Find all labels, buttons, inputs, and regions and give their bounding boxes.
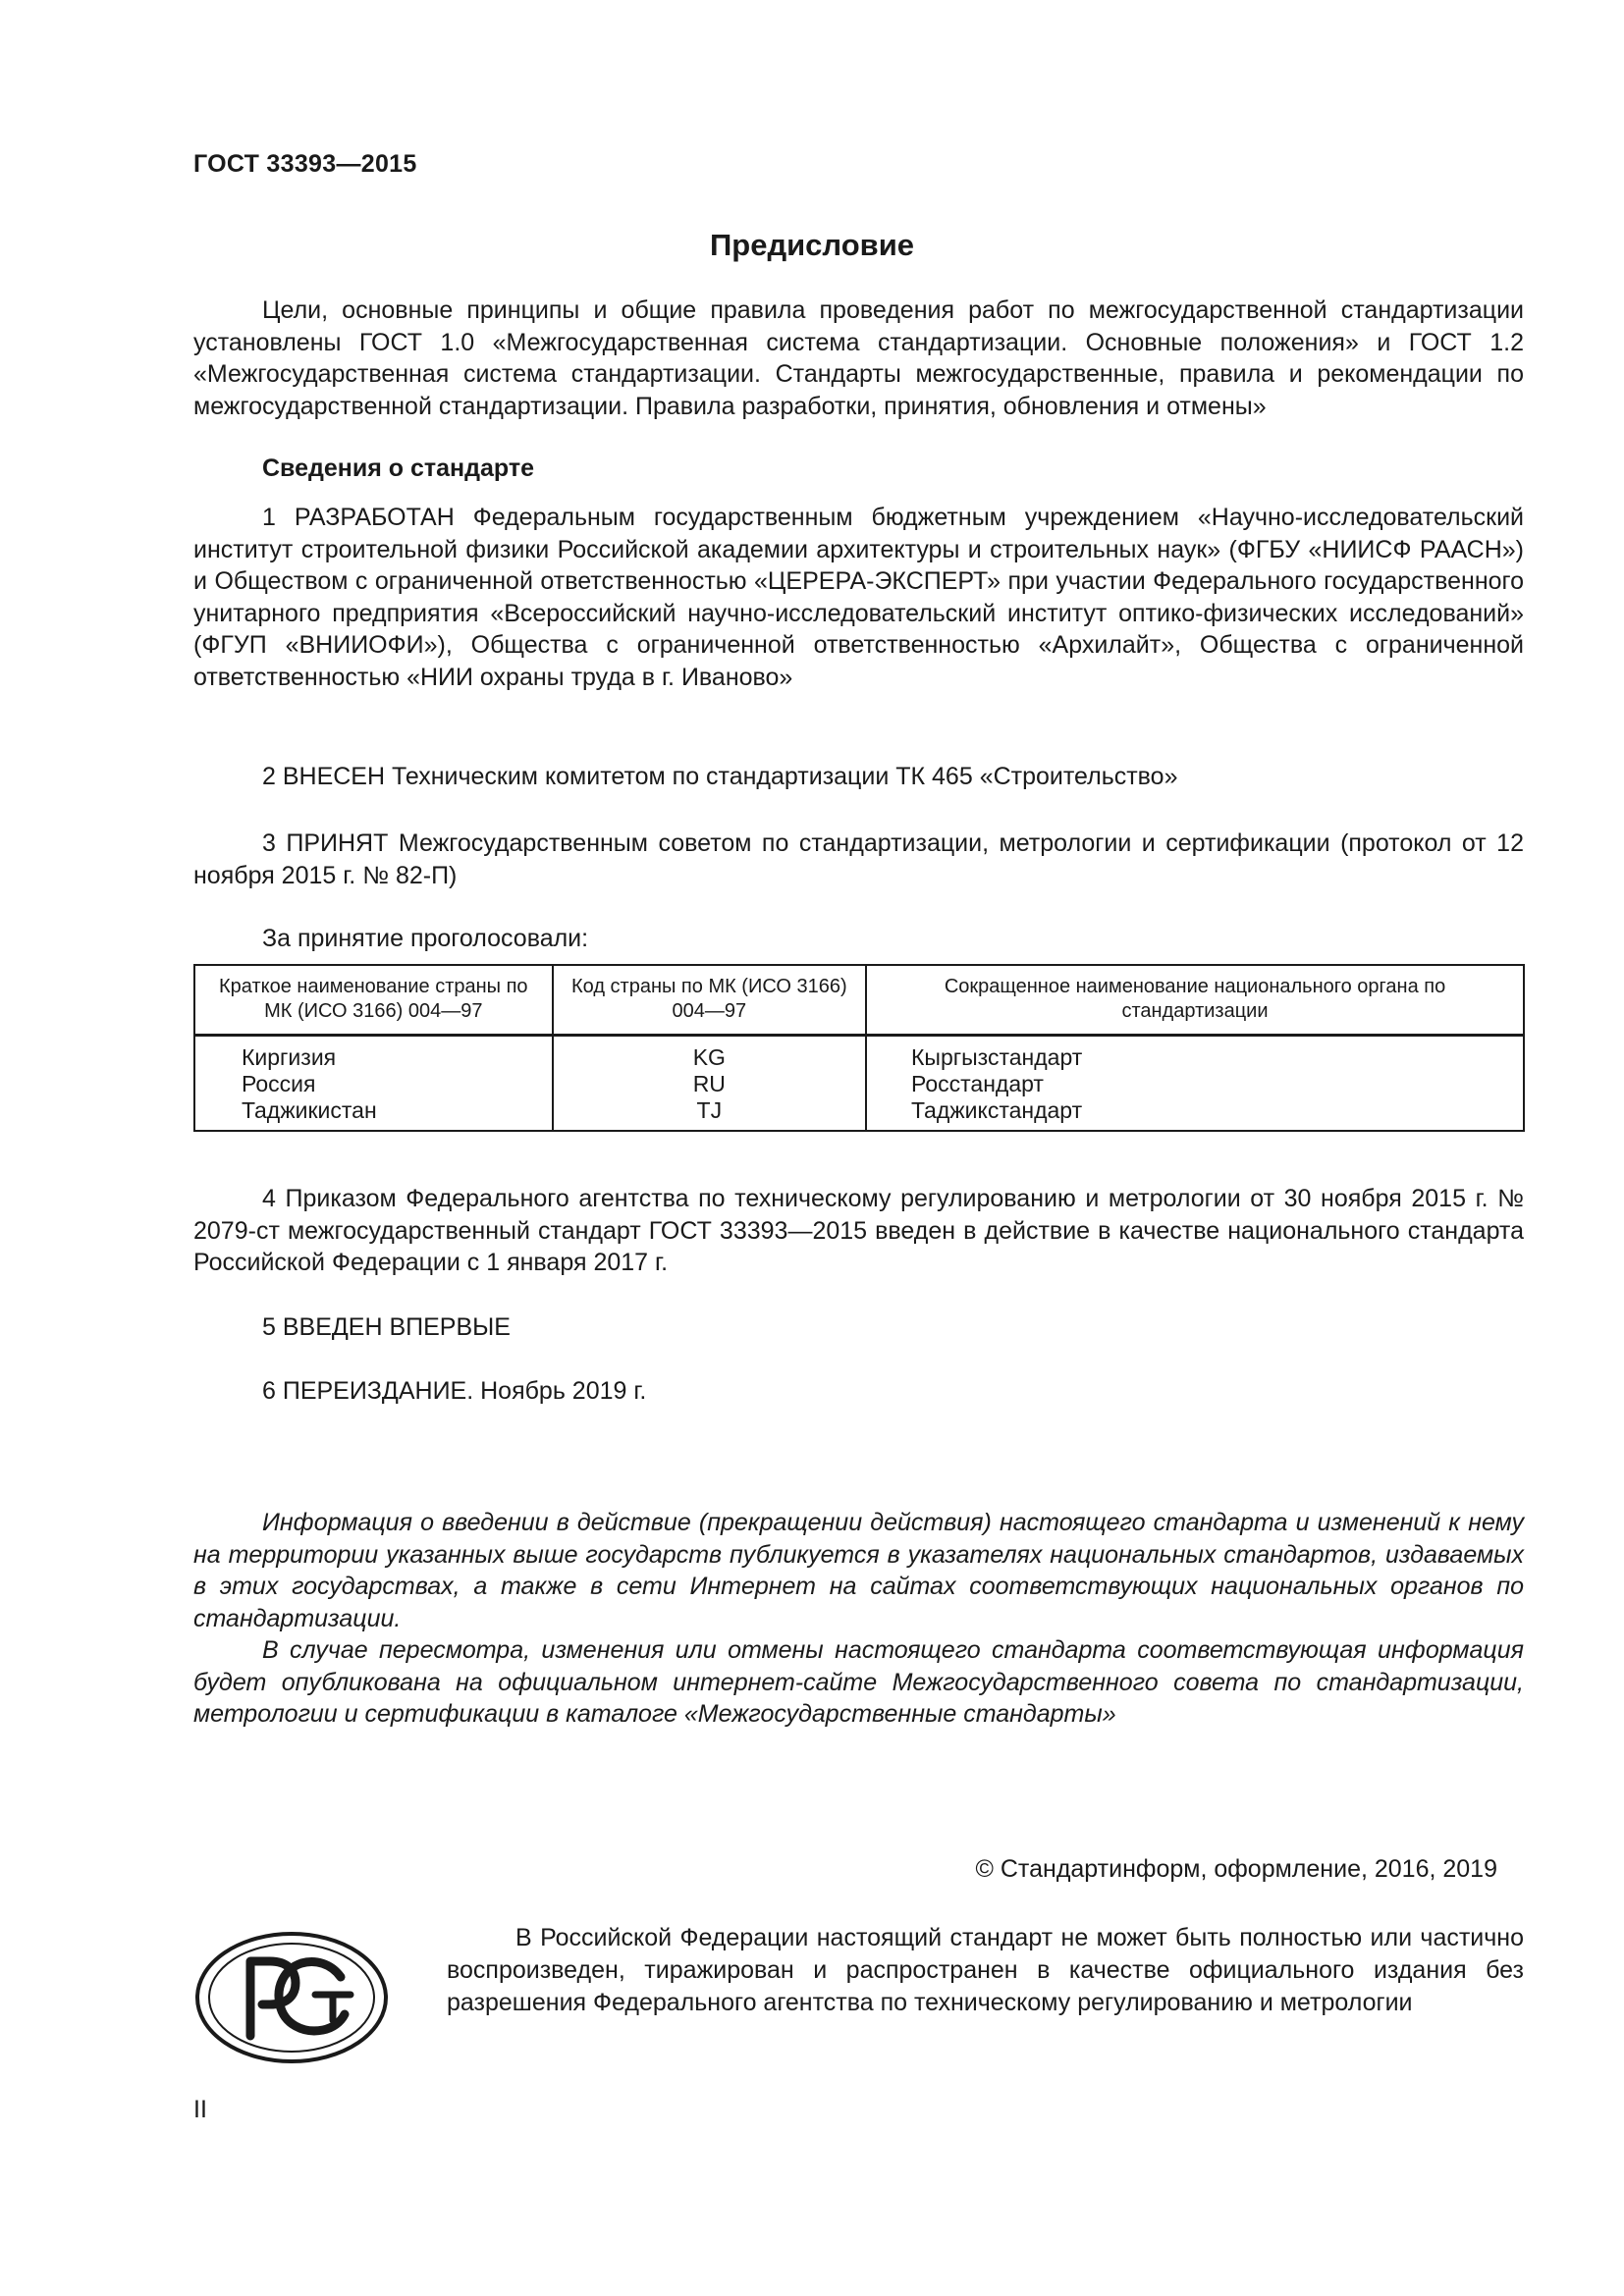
notice-paragraph-2: В случае пересмотра, изменения или отмены настоящего стандарта соответствующая информация будет опубликована на официальном интернет-сайте Межгосударственного совета по стандартизации, метрологии и сертификации в каталоге «Межгосударственные стандарты» (193, 1636, 1524, 1728)
item-first: 5 ВВЕДЕН ВПЕРВЫЕ (262, 1313, 511, 1341)
table-header-country: Краткое наименование страны по МК (ИСО 3166) 004—97 (194, 965, 553, 1036)
table-cell-body: Таджикстандарт (866, 1097, 1524, 1131)
table-row (194, 1071, 1524, 1097)
item-enacted: 4 Приказом Федерального агентства по техническому регулированию и метрологии от 30 ноября 2015 г. № 2079-ст межгосударственный стандарт ГОСТ 33393—2015 введен в действие в качестве национального стандарта Российской Федерации с 1 января 2017 г. (193, 1185, 1524, 1276)
rst-certification-mark-icon (193, 1930, 390, 2065)
voting-table (193, 964, 1525, 1132)
table-cell-country: Таджикистан (194, 1097, 553, 1131)
table-row (194, 1036, 1524, 1072)
table-cell-country: Киргизия (194, 1036, 553, 1072)
voted-label: За принятие проголосовали: (262, 925, 589, 952)
table-header-row (194, 965, 1524, 1036)
table-cell-code: KG (553, 1036, 866, 1072)
table-row (194, 1097, 1524, 1131)
item-adopted: 3 ПРИНЯТ Межгосударственным советом по стандартизации, метрологии и сертификации (протокол от 12 ноября 2015 г. № 82-П) (193, 829, 1524, 889)
document-code: ГОСТ 33393—2015 (193, 150, 417, 178)
info-heading: Сведения о стандарте (262, 454, 535, 482)
table-header-body: Сокращенное наименование национального органа по стандартизации (866, 965, 1524, 1036)
table-cell-body: Росстандарт (866, 1071, 1524, 1097)
copyright-line: © Стандартинформ, оформление, 2016, 2019 (975, 1855, 1497, 1883)
page-title: Предисловие (709, 228, 914, 262)
table-cell-code: TJ (553, 1097, 866, 1131)
rights-notice: В Российской Федерации настоящий стандарт не может быть полностью или частично воспроизведен, тиражирован и распространен в качестве официального издания без разрешения Федерального агентства по техническому регулированию и метрологии (447, 1924, 1524, 2016)
table-cell-code: RU (553, 1071, 866, 1097)
notice-paragraph-1: Информация о введении в действие (прекращении действия) настоящего стандарта и изменений к нему на территории указанных выше государств публикуется в указателях национальных стандартов, издаваемых в этих государствах, а также в сети Интернет на сайтах соответствующих национальных органов по стандартизации. (193, 1509, 1524, 1632)
item-developed: 1 РАЗРАБОТАН Федеральным государственным бюджетным учреждением «Научно-исследовательский институт строительной физики Российской академии архитектуры и строительных наук» (ФГБУ «НИИСФ РААСН») и Обществом с ограниченной ответственностью «ЦЕРЕРА-ЭКСПЕРТ» при участии Федерального государственного унитарного предприятия «Всероссийский научно-исследовательский институт оптико-физических исследований» (ФГУП «ВНИИОФИ»), Общества с ограниченной ответственностью «Архилайт», Общества с ограниченной ответственностью «НИИ охраны труда в г. Иваново» (193, 504, 1524, 691)
table-cell-body: Кыргызстандарт (866, 1036, 1524, 1072)
table-header-code: Код страны по МК (ИСО 3166) 004—97 (553, 965, 866, 1036)
intro-paragraph: Цели, основные принципы и общие правила проведения работ по межгосударственной стандартизации установлены ГОСТ 1.0 «Межгосударственная система стандартизации. Основные положения» и ГОСТ 1.2 «Межгосударственная система стандартизации. Стандарты межгосударственные, правила и рекомендации по межгосударственной стандартизации. Правила разработки, принятия, обновления и отмены» (193, 296, 1524, 420)
item-introduced: 2 ВНЕСЕН Техническим комитетом по стандартизации ТК 465 «Строительство» (262, 763, 1178, 790)
table-cell-country: Россия (194, 1071, 553, 1097)
page-number: II (193, 2096, 207, 2123)
item-reissue: 6 ПЕРЕИЗДАНИЕ. Ноябрь 2019 г. (262, 1377, 647, 1405)
